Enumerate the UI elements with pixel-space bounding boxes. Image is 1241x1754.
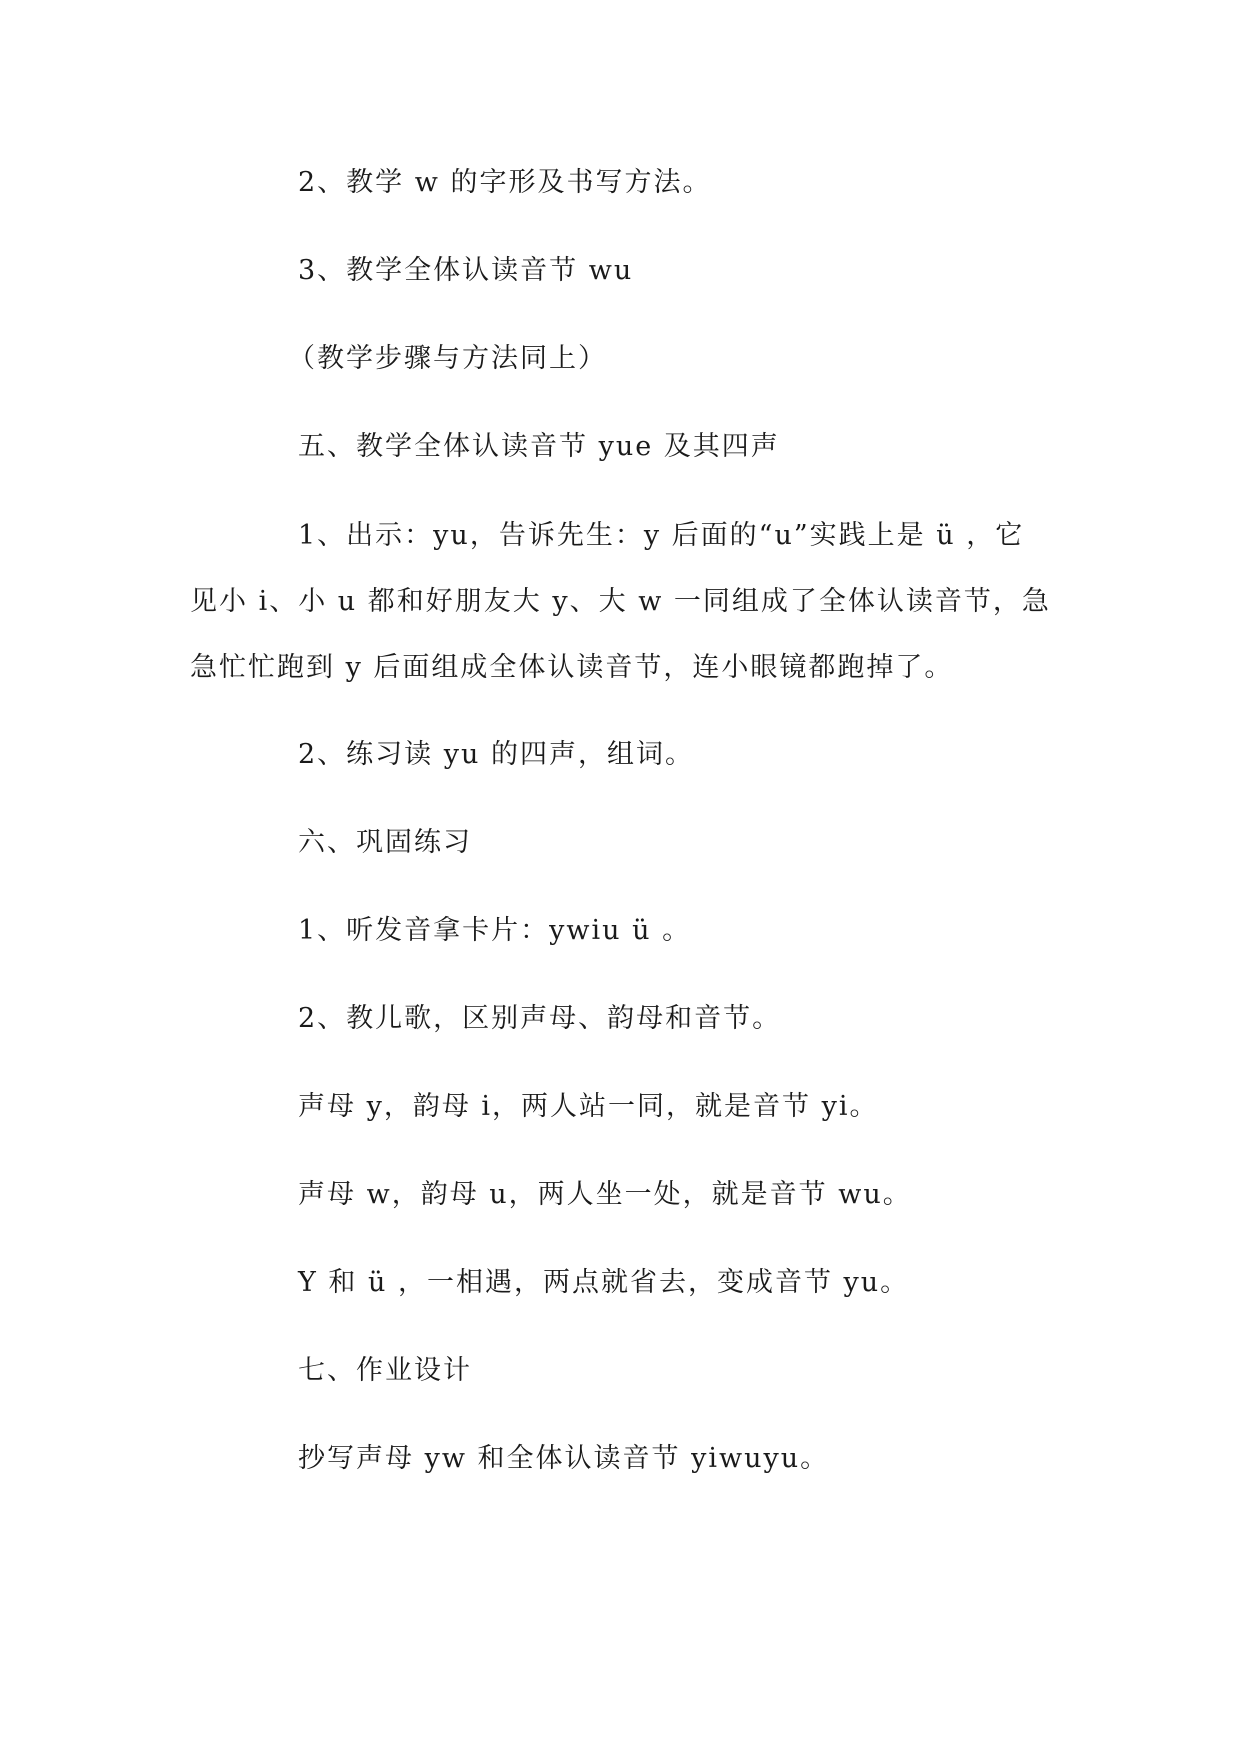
paragraph: 2、教儿歌，区别声母、韵母和音节。 bbox=[298, 1003, 782, 1034]
section-heading: 五、教学全体认读音节 yue 及其四声 bbox=[298, 431, 780, 462]
paragraph-line: 急忙忙跑到 y 后面组成全体认读音节，连小眼镜都跑掉了。 bbox=[190, 652, 954, 683]
paragraph-line: 见小 i、小 u 都和好朋友大 y、大 w 一同组成了全体认读音节，急 bbox=[190, 586, 1051, 617]
paragraph: 1、听发音拿卡片：ywiu ü 。 bbox=[298, 915, 692, 946]
rhyme-line: Y 和 ü ，一相遇，两点就省去，变成音节 yu。 bbox=[298, 1267, 910, 1298]
paragraph: （教学步骤与方法同上） bbox=[288, 343, 607, 374]
rhyme-line: 声母 y，韵母 i，两人站一同，就是音节 yi。 bbox=[298, 1091, 879, 1122]
rhyme-line: 声母 w，韵母 u，两人坐一处，就是音节 wu。 bbox=[298, 1179, 912, 1210]
paragraph: 抄写声母 yw 和全体认读音节 yiwuyu。 bbox=[298, 1443, 830, 1474]
paragraph: 2、教学 w 的字形及书写方法。 bbox=[298, 167, 712, 198]
section-heading: 七、作业设计 bbox=[298, 1355, 472, 1386]
paragraph: 3、教学全体认读音节 wu bbox=[298, 255, 634, 286]
section-heading: 六、巩固练习 bbox=[298, 827, 472, 858]
paragraph-line: 1、出示：yu，告诉先生：y 后面的“u”实践上是 ü ，它 bbox=[298, 520, 1025, 551]
wrapped-paragraph bbox=[0, 503, 1241, 701]
paragraph: 2、练习读 yu 的四声，组词。 bbox=[298, 739, 694, 770]
